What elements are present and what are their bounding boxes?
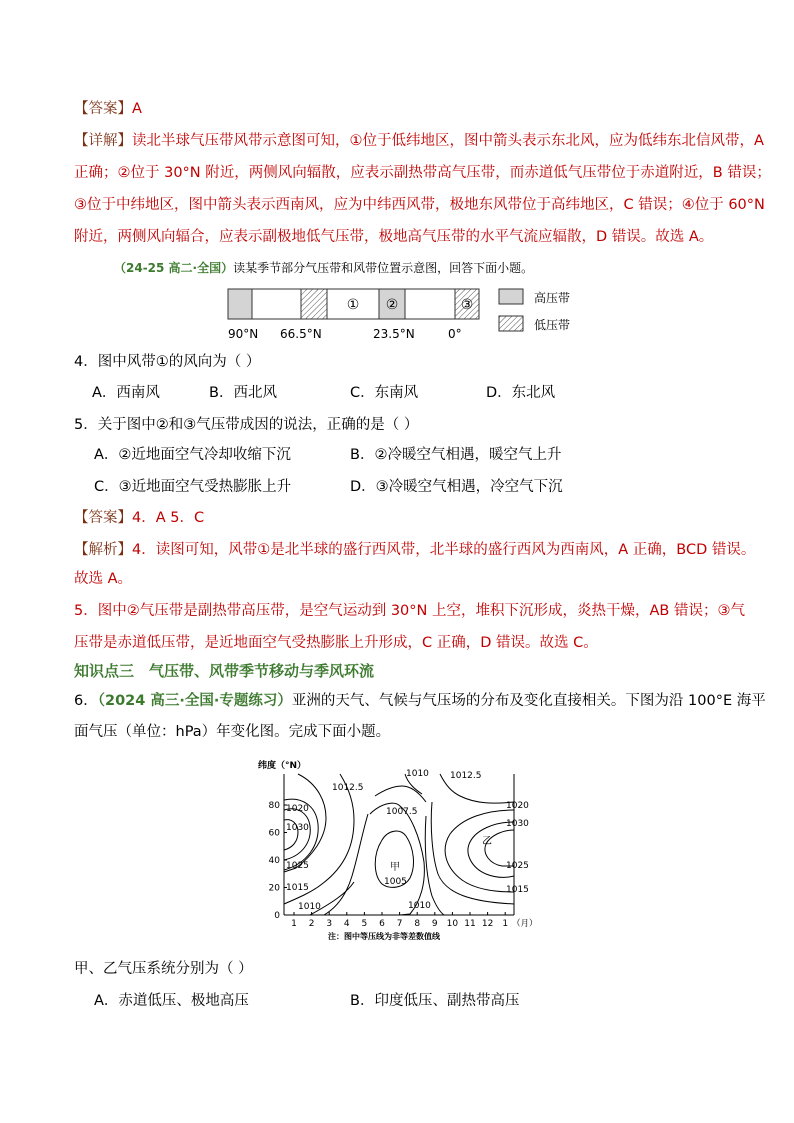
belt-cell-label-subtropical-high: ② [385,297,399,313]
belt-cell-label-westerlies: ① [346,297,360,313]
q6-text-1: 亚洲的天气、气候与气压场的分布及变化直接相关。下图为沿 100°E 海平 [291,693,766,709]
y-axis-label: 纬度（°N） [258,761,307,771]
lat-66-5n: 66.5°N [280,327,322,341]
x-tick-label-6: 7 [396,919,403,929]
x-tick-label-4: 5 [361,919,368,929]
q6-line-2: 面气压（单位：hPa）年变化图。完成下面小题。 [74,724,391,740]
group-intro-text: 读某季节部分气压带和风带位置示意图，回答下面小题。 [233,261,534,275]
analysis-text-1: 4．读图可知，风带①是北半球的盛行西风带，北半球的盛行西风为西南风，A 正确，BCD 错误。 [132,542,756,558]
label-1025-left: 1025 [286,861,309,871]
q4-option-b[interactable]: B．西北风 [209,385,277,401]
answer-value-2: 4．A 5．C [132,510,205,526]
label-1010-top: 1010 [406,769,429,779]
belt-cell-subpolar-east [252,289,301,319]
y-tick-label-60: 60 [268,828,280,839]
belt-lat-labels [228,327,462,341]
legend-low-swatch [499,316,523,331]
analysis-line-4: 压带是赤道低压带，是近地面空气受热膨胀上升形成，C 正确，D 错误。故选 C。 [74,635,598,651]
q6-stem: 甲、乙气压系统分别为（ ） [74,961,253,977]
isobar-1012-5-upper [375,786,426,802]
label-1030-left: 1030 [286,823,309,833]
label-1005: 1005 [384,877,407,887]
label-yi: 乙 [482,836,492,847]
q4-stem: 4．图中风带①的风向为（ ） [74,354,261,370]
analysis-line-3: 5．图中②气压带是副热带高压带，是空气运动到 30°N 上空，堆积下沉形成，炎热干燥，AB 错误；③气 [74,603,745,619]
q4-option-a[interactable]: A．西南风 [92,385,160,401]
q6-source: （2024 高三·全国·专题练习） [97,693,292,709]
section-title: 知识点三 气压带、风带季节移动与季风环流 [74,662,375,680]
detail-text-1: 读北半球气压带风带示意图可知，①位于低纬地区，图中箭头表示东北风，应为低纬东北信风带，A [132,133,764,149]
x-tick-label-3: 4 [343,919,350,929]
x-tick-label-5: 6 [379,919,385,929]
isobar-chart [250,756,540,946]
belt-cell-trade-winds [405,289,455,319]
q5-option-b[interactable]: B．②冷暖空气相遇，暖空气上升 [350,447,562,463]
isobar-1007-5 [324,803,424,915]
label-1010-bottom: 1010 [408,901,431,911]
chart-note: 注：图中等压线为非等差数值线 [328,932,440,941]
belt-cell-label-equatorial-low: ③ [460,297,474,313]
analysis-line-1 [74,539,755,561]
y-tick-label-20: 20 [268,883,280,894]
belt-cell-subpolar-low [301,289,327,319]
label-1012-5-a: 1012.5 [332,783,364,793]
pressure-belt-diagram [210,284,590,344]
x-unit: （月） [512,919,538,929]
x-tick-label-12: 1 [502,919,509,929]
q5-stem: 5．关于图中②和③气压带成因的说法，正确的是（ ） [74,417,419,433]
detail-line-4: 附近，两侧风向辐合，应表示副极地低气压带，极地高气压带的水平气流应辐散，D 错误。故选 A。 [74,229,714,245]
lat-23-5n: 23.5°N [373,327,415,341]
label-1020-left: 1020 [286,804,309,814]
y-tick-label-40: 40 [268,856,280,866]
x-tick-label-1: 2 [308,919,315,929]
detail-line-3: ③位于中纬地区，图中箭头表示西南风，应为中纬西风带，极地东风带位于高纬地区，C 错误；④位于 60°N [74,197,765,213]
isobar-1010-left-inner [284,809,310,860]
q4-option-d[interactable]: D．东北风 [486,385,556,401]
analysis-tag: 【解析】 [74,542,132,558]
x-tick-label-8: 9 [431,919,438,929]
q5-option-d[interactable]: D．③冷暖空气相遇，冷空气下沉 [350,479,563,495]
x-tick-label-2: 3 [326,919,333,929]
label-1015-right: 1015 [506,885,529,895]
y-tick-label-80: 80 [268,801,280,811]
x-tick-label-7: 8 [414,919,421,929]
answer-tag: 【答案】 [74,101,132,117]
y-tick-label-0: 0 [274,911,280,921]
q6-option-a[interactable]: A．赤道低压、极地高压 [94,993,249,1009]
label-1025-right: 1025 [506,861,529,871]
detail-line-2: 正确；②位于 30°N 附近，两侧风向辐散，应表示副热带高气压带，而赤道低气压带位于赤道附近，B 错误； [74,165,771,181]
answer-line-1 [74,98,142,120]
detail-line-1 [74,130,764,152]
detail-tag: 【详解】 [74,133,132,149]
analysis-line-2: 故选 A。 [74,571,133,587]
answer-value: A [132,101,142,117]
x-tick-label-11: 12 [481,919,494,929]
x-tick-label-9: 10 [446,919,459,929]
answer-line-2 [74,507,204,529]
answer-tag-2: 【答案】 [74,510,132,526]
legend-high-swatch [499,289,523,304]
legend-high-label: 高压带 [534,291,571,305]
x-tick-label-0: 1 [291,919,297,929]
q6-line-1 [74,690,766,712]
label-1012-5-b: 1012.5 [450,771,482,781]
q6-option-b[interactable]: B．印度低压、副热带高压 [350,993,520,1009]
q6-number: 6． [74,693,98,709]
x-tick-label-10: 11 [464,919,476,929]
label-1010-bl: 1010 [298,902,321,912]
label-1015-left: 1015 [286,883,309,893]
group-intro [114,257,533,279]
lat-90n: 90°N [228,327,259,341]
q5-option-c[interactable]: C．③近地面空气受热膨胀上升 [94,479,292,495]
label-1020-right: 1020 [506,801,529,811]
q5-option-a[interactable]: A．②近地面空气冷却收缩下沉 [94,447,291,463]
q4-option-c[interactable]: C．东南风 [350,385,419,401]
legend-low-label: 低压带 [534,318,571,332]
label-1007-5: 1007.5 [386,807,418,817]
belt-cell-polar-high [228,289,252,319]
label-jia: 甲 [390,862,400,873]
label-1030-right: 1030 [506,819,529,829]
lat-0: 0° [448,327,462,341]
isobars [284,774,514,915]
group-source: （24-25 高二·全国） [114,261,234,275]
